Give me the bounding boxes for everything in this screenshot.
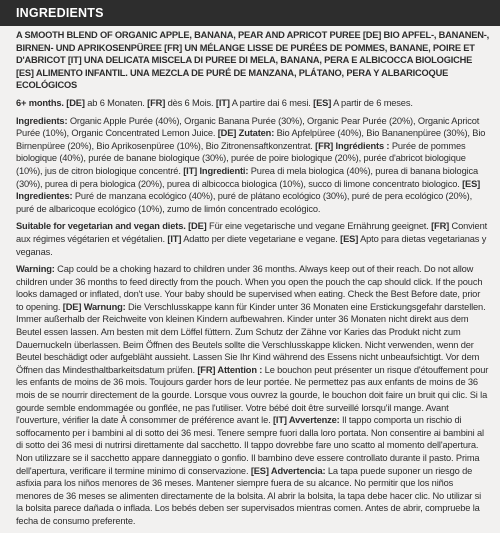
warning-es-text: La tapa puede suponer un riesgo de asfixia para los niños menores de 36 meses. Mantener siempre fuera de su alcance. No permitir que los niños menores de 36 meses se alimenten directamente de la bolsita. Al abrir la bolsita, la tapa debe hacer clic. No utilizar si la bolsita parece dañada o inflada. Los bebés deben ser supervisados mientras comen. Antes de abrir, compruebe la fecha de consumo preferente. — [16, 465, 482, 526]
warning-paragraph — [16, 263, 490, 527]
suitable-fr-label: [FR] — [431, 221, 450, 232]
ingredients-de-label: [DE] Zutaten: — [217, 128, 275, 139]
warning-de-text: Die Verschlusskappe kann für Kinder unter 36 Monaten eine Erstickungsgefahr darstellen. Immer außerhalb der Reichweite von kleinen Kindern aufbewahren. Kinder unter 36 Monaten nicht direkt aus dem Beutel essen lassen. Am besten mit dem Löffel füttern. Zum Schutz der Zähne vor Karies das Produkt nicht zum Dauernuckeln überlassen. Beim Öffnen des Beutels sollte die Verschlusskappe klicken. Nicht verwenden, wenn der Beutel beschädigt oder aufgebläht aussieht. Lassen Sie Ihr Kind während des Essens nicht unbeaufsichtigt. Vor dem Öffnen das Mindesthaltbarkeitsdatum prüfen. — [16, 301, 486, 375]
age-de-label: [DE] — [66, 97, 85, 108]
ingredients-es-text: Puré de manzana ecológico (40%), puré de plátano ecológico (30%), puré de pera ecológico (20%), puré de albaricoque ecológico (10%), zumo de limón concentrado ecológico. — [16, 191, 472, 214]
age-fr-text: dès 6 Mois. — [165, 97, 216, 108]
product-description: A SMOOTH BLEND OF ORGANIC APPLE, BANANA, PEAR AND APRICOT PUREE [DE] BIO APFEL-, BANANEN-, BIRNEN- UND APRIKOSENPÜREE [FR] UN MÉLANGE LISSE DE PURÉES DE POMMES, BANANE, POIRE ET D'ABRICOT [IT] UNA DELICATA MISCELA DI PUREE DI MELA, BANANA, PERA E ALBICOCCA BIOLOGICHE [ES] ALIMENTO INFANTIL. UNA MEZCLA DE PURÉ DE MANZANA, PLÁTANO, PERA Y ALBARICOQUE ECOLÓGICOS — [16, 30, 490, 91]
suitable-it-label: [IT] — [167, 233, 182, 244]
ingredients-en-text: Organic Apple Purée (40%), Organic Banana Purée (30%), Organic Pear Purée (20%), Organic Apricot Purée (10%), Organic Concentrated Lemon Juice. — [16, 115, 480, 139]
ingredients-it-label: [IT] Ingredienti: — [183, 165, 249, 176]
suitable-it-text: Adatto per diete vegetariane e vegane. — [181, 233, 341, 244]
warning-de-label: [DE] Warnung: — [62, 301, 126, 312]
suitable-de-text: Für eine vegetarische und vegane Ernährung geeignet. — [206, 221, 432, 232]
warning-en-label: Warning: — [16, 264, 55, 275]
warning-it-text: Il tappo comporta un rischio di soffocamento per i bambini al di sotto dei 36 mesi. Tenere sempre fuori dalla loro portata. Non consentire ai bambini al di sotto dei 36 mesi di nutrirsi direttamente dal sacchetto. Il tappo dovrebbe fare uno scatto al momento dell'apertura. Non utilizzare se il sacchetto appare danneggiato o gonfio. Il bambino deve essere controllato durante il pasto. Prima dell'apertura, verificare il termine minimo di conservazione. — [16, 415, 484, 476]
age-es-text: A partir de 6 meses. — [331, 97, 413, 108]
suitable-de-label: [DE] — [185, 221, 207, 232]
ingredients-it-text: Purea di mela biologica (40%), purea di banana biologica (30%), purea di pera biologica (20%), purea di albicocca biologica (10%), succo di limone concentrato biologico. — [16, 165, 479, 189]
ingredients-de-text: Bio Apfelpüree (40%), Bio Bananenpüree (30%), Bio Birnenpüree (20%), Bio Aprikosenpüree (10%), Bio Zitronensaftkonzentrat. — [16, 128, 486, 151]
warning-en-text: Cap could be a choking hazard to children under 36 months. Always keep out of their reach. Do not allow children under 36 months to feed directly from the pouch. When you open the pouch the cap should click. If the pouch looks damaged or inflated, don't use. Your baby should be supervised when eating. Check the Best Before date, prior to opening. — [16, 264, 483, 312]
section-header: INGREDIENTS — [0, 0, 500, 26]
warning-fr-label: [FR] Attention : — [197, 364, 263, 375]
age-it-label: [IT] — [215, 97, 230, 108]
ingredients-fr-label: [FR] Ingrédients : — [315, 140, 390, 151]
ingredients-es-label: [ES] Ingredientes: — [16, 178, 481, 202]
age-en-label: 6+ months. — [16, 97, 64, 108]
warning-fr-text: Le bouchon peut présenter un risque d'étouffement pour les enfants de moins de 36 mois. Toujours garder hors de leur portée. Ne permettez pas aux enfants de moins de 36 mois de se nourrir directement de la gourde. Lorsque vous ouvrez la gourde, le bouchon doit faire un bruit qui clic. Si la gourde semble endommagée ou gonflée, ne pas l'utiliser. Votre bébé doit être surveillé lorsqu'il mange. Avant l'ouverture, vérifier la date À consommer de préférence avant le. — [16, 364, 489, 426]
warning-it-label: [IT] Avvertenze: — [272, 415, 340, 426]
suitable-paragraph — [16, 220, 490, 258]
ingredients-paragraph — [16, 115, 490, 216]
age-paragraph — [16, 97, 490, 110]
age-de-text: ab 6 Monaten. — [84, 97, 148, 108]
suitable-fr-text: Convient aux régimes végétarien et végétalien. — [16, 221, 488, 244]
ingredients-fr-text: Purée de pommes biologique (40%), purée de banane biologique (30%), purée de poire biologique (20%), purée d'abricot biologique (10%), jus de citron biologique concentré. — [16, 140, 466, 176]
age-it-text: A partire dai 6 mesi. — [229, 97, 314, 108]
suitable-es-text: Apto para dietas vegetarianas y veganas. — [16, 233, 487, 257]
suitable-es-label: [ES] — [340, 233, 359, 244]
suitable-en-label: Suitable for vegetarian and vegan diets. — [16, 221, 186, 232]
age-fr-label: [FR] — [147, 97, 166, 108]
ingredients-en-label: Ingredients: — [16, 115, 68, 126]
warning-es-label: [ES] Advertencia: — [250, 465, 326, 476]
age-es-label: [ES] — [313, 97, 332, 108]
ingredients-content — [16, 29, 490, 533]
